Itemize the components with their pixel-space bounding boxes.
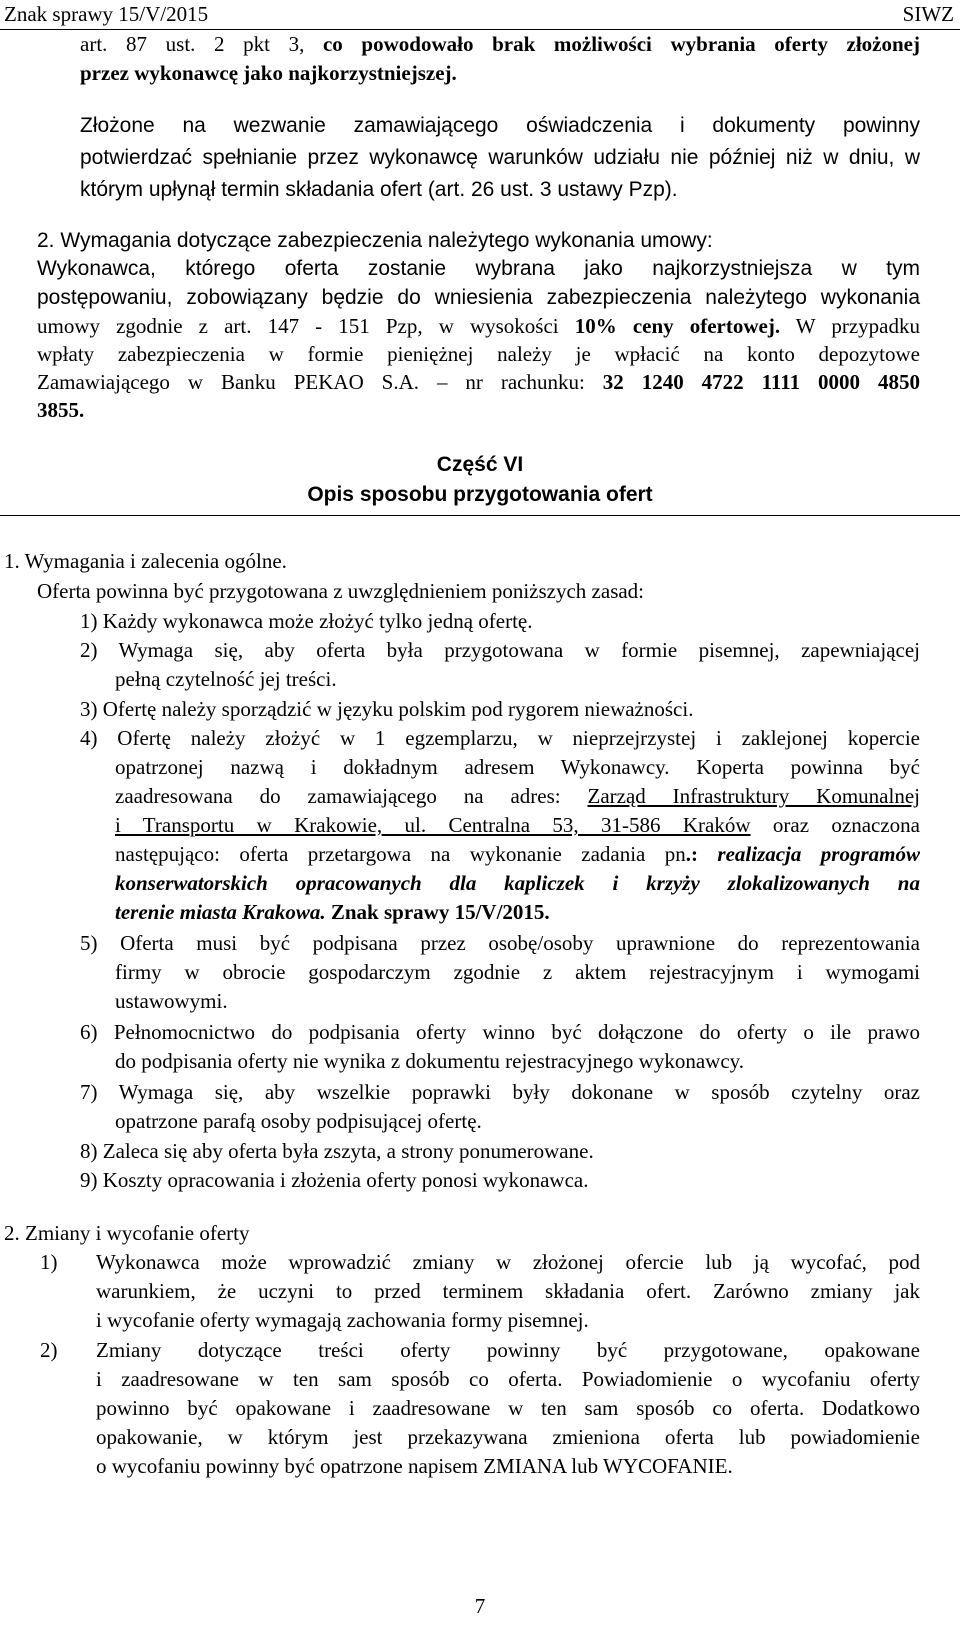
rule-item-2-line-1: 2) Wymaga się, aby oferta była przygotowana w formie pisemnej, zapewniającej xyxy=(80,638,920,662)
rule-item-4-line-2: opatrzonej nazwą i dokładnym adresem Wykonawcy. Koperta powinna być xyxy=(115,755,920,779)
changes-item-1-line-2: warunkiem, że uczyni to przed terminem składania ofert. Zarówno zmiany jak xyxy=(96,1279,920,1303)
intro-para-line-1: Złożone na wezwanie zamawiającego oświadczenia i dokumenty powinny xyxy=(80,114,920,137)
requirements-intro: Oferta powinna być przygotowana z uwzględnieniem poniższych zasad: xyxy=(37,579,645,603)
intro-line-2: przez wykonawcę jako najkorzystniejszej. xyxy=(80,61,457,85)
intro-para-line-2: potwierdzać spełnianie przez wykonawcę warunków udziału nie później niż w dniu, w xyxy=(80,146,920,169)
rule-item-3: 3) Ofertę należy sporządzić w języku polskim pod rygorem nieważności. xyxy=(80,697,694,721)
rule-item-4-line-5: następująco: oferta przetargowa na wykonanie zadania pn.: realizacja programów xyxy=(115,842,920,866)
security-line-2: postępowaniu, zobowiązany będzie do wniesienia zabezpieczenia należytego wykonania xyxy=(37,286,920,309)
changes-heading: 2. Zmiany i wycofanie oferty xyxy=(4,1221,250,1245)
rule-item-6-line-1: 6) Pełnomocnictwo do podpisania oferty winno być dołączone do oferty o ile prawo xyxy=(80,1020,920,1044)
security-line-3: umowy zgodnie z art. 147 - 151 Pzp, w wysokości 10% ceny ofertowej. W przypadku xyxy=(37,314,920,338)
rule-item-8: 8) Zaleca się aby oferta była zszyta, a strony ponumerowane. xyxy=(80,1139,594,1163)
changes-item-2-line-3: powinno być opakowane i zaadresowane w ten sam sposób co oferta. Dodatkowo xyxy=(96,1396,920,1420)
changes-item-1-line-1: Wykonawca może wprowadzić zmiany w złożonej ofercie lub ją wycofać, pod xyxy=(96,1250,920,1274)
changes-item-2-line-4: opakowanie, w którym jest przekazywana zmieniona oferta lub powiadomienie xyxy=(96,1425,920,1449)
security-line-1: Wykonawca, którego oferta zostanie wybrana jako najkorzystniejsza w tym xyxy=(37,257,920,280)
page-number: 7 xyxy=(474,1594,486,1618)
rule-item-9: 9) Koszty opracowania i złożenia oferty ponosi wykonawca. xyxy=(80,1168,589,1192)
rule-item-5-line-3: ustawowymi. xyxy=(115,989,228,1013)
requirements-heading: 1. Wymagania i zalecenia ogólne. xyxy=(4,549,287,573)
title-rule xyxy=(0,515,960,516)
rule-item-7-line-2: opatrzone parafą osoby podpisującej ofertę. xyxy=(115,1109,482,1133)
rule-item-4-line-1: 4) Ofertę należy złożyć w 1 egzemplarzu, w nieprzejrzystej i zaklejonej kopercie xyxy=(80,726,920,750)
rule-item-2-line-2: pełną czytelność jej treści. xyxy=(115,667,337,691)
changes-item-2-line-1: Zmiany dotyczące treści oferty powinny być przygotowane, opakowane xyxy=(96,1338,920,1362)
address-street: i Transportu w Krakowie, ul. Centralna 53, 31-586 Kraków xyxy=(115,813,751,837)
header-rule xyxy=(0,29,960,30)
changes-item-1-line-3: i wycofanie oferty wymagają zachowania formy pisemnej. xyxy=(96,1308,589,1332)
rule-item-5-line-1: 5) Oferta musi być podpisana przez osobę/osoby uprawnione do reprezentowania xyxy=(80,931,920,955)
intro-line-1: art. 87 ust. 2 pkt 3, co powodowało brak możliwości wybrania oferty złożonej xyxy=(80,32,920,56)
security-heading: 2. Wymagania dotyczące zabezpieczenia należytego wykonania umowy: xyxy=(37,229,713,252)
rule-item-4-line-6: konserwatorskich opracowanych dla kapliczek i krzyży zlokalizowanych na xyxy=(115,871,920,895)
part-section-title: Opis sposobu przygotowania ofert xyxy=(307,483,653,506)
rule-item-1: 1) Każdy wykonawca może złożyć tylko jedną ofertę. xyxy=(80,609,533,633)
changes-item-2-line-2: i zaadresowane w ten sam sposób co oferta. Powiadomienie o wycofaniu oferty xyxy=(96,1367,920,1391)
security-line-4: wpłaty zabezpieczenia w formie pieniężnej należy je wpłacić na konto depozytowe xyxy=(37,342,920,366)
intro-para-line-3: którym upłynął termin składania ofert (art. 26 ust. 3 ustawy Pzp). xyxy=(80,178,678,201)
rule-item-5-line-2: firmy w obrocie gospodarczym zgodnie z aktem rejestracyjnym i wymogami xyxy=(115,960,920,984)
security-line-6: 3855. xyxy=(37,398,85,422)
rule-item-4-line-4: i Transportu w Krakowie, ul. Centralna 53, 31-586 Kraków oraz oznaczona xyxy=(115,813,920,837)
part-number-title: Część VI xyxy=(436,453,524,476)
header-doc-type: SIWZ xyxy=(902,2,954,26)
changes-item-2-line-5: o wycofaniu powinny być opatrzone napisem ZMIANA lub WYCOFANIE. xyxy=(96,1454,733,1478)
address-name: Zarząd Infrastruktury Komunalnej xyxy=(587,784,920,808)
rule-item-4-line-3: zaadresowana do zamawiającego na adres: Zarząd Infrastruktury Komunalnej xyxy=(115,784,920,808)
changes-item-2-number: 2) xyxy=(40,1338,58,1362)
header-case-number: Znak sprawy 15/V/2015 xyxy=(4,2,209,26)
rule-item-7-line-1: 7) Wymaga się, aby wszelkie poprawki były dokonane w sposób czytelny oraz xyxy=(80,1080,920,1104)
rule-item-6-line-2: do podpisania oferty nie wynika z dokumentu rejestracyjnego wykonawcy. xyxy=(115,1049,745,1073)
rule-item-4-line-7: terenie miasta Krakowa. Znak sprawy 15/V/2015. xyxy=(115,900,550,924)
security-line-5: Zamawiającego w Banku PEKAO S.A. – nr rachunku: 32 1240 4722 1111 0000 4850 xyxy=(37,370,920,394)
changes-item-1-number: 1) xyxy=(40,1250,58,1274)
